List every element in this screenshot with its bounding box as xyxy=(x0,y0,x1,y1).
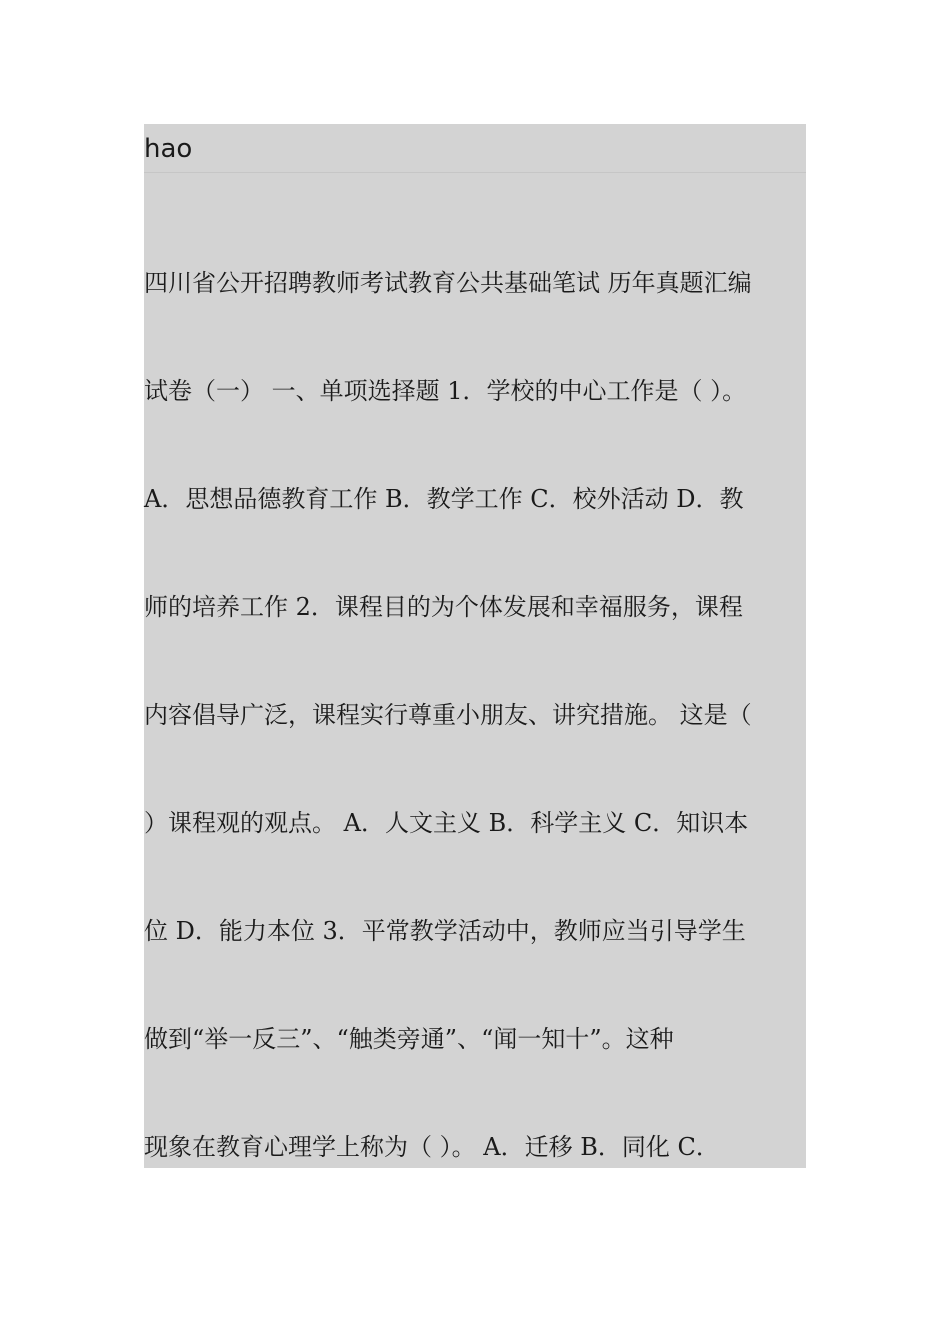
text-line: A．思想品德教育工作 B．教学工作 C．校外活动 D．教 xyxy=(144,485,744,513)
text-line: 位 D．能力本位 3．平常教学活动中，教师应当引导学生 xyxy=(144,917,746,945)
text-line: 四川省公开招聘教师考试教育公共基础笔试 历年真题汇编 xyxy=(144,269,752,297)
text-line: 试卷（一） 一、单项选择题 1．学校的中心工作是（ ）。 xyxy=(144,377,747,405)
text-line: 内容倡导广泛，课程实行尊重小朋友、讲究措施。 这是（ xyxy=(144,701,752,729)
header-text: hao xyxy=(144,134,193,164)
text-block xyxy=(144,124,806,1168)
text-line: 师的培养工作 2．课程目的为个体发展和幸福服务，课程 xyxy=(144,593,743,621)
text-line: ）课程观的观点。 A．人文主义 B．科学主义 C．知识本 xyxy=(144,809,749,837)
text-line: 做到“举一反三”、“触类旁通”、“闻一知十”。这种 xyxy=(144,1025,674,1053)
header-divider xyxy=(144,172,806,173)
text-line: 现象在教育心理学上称为（ ）。 A．迁移 B．同化 C． xyxy=(144,1133,720,1161)
